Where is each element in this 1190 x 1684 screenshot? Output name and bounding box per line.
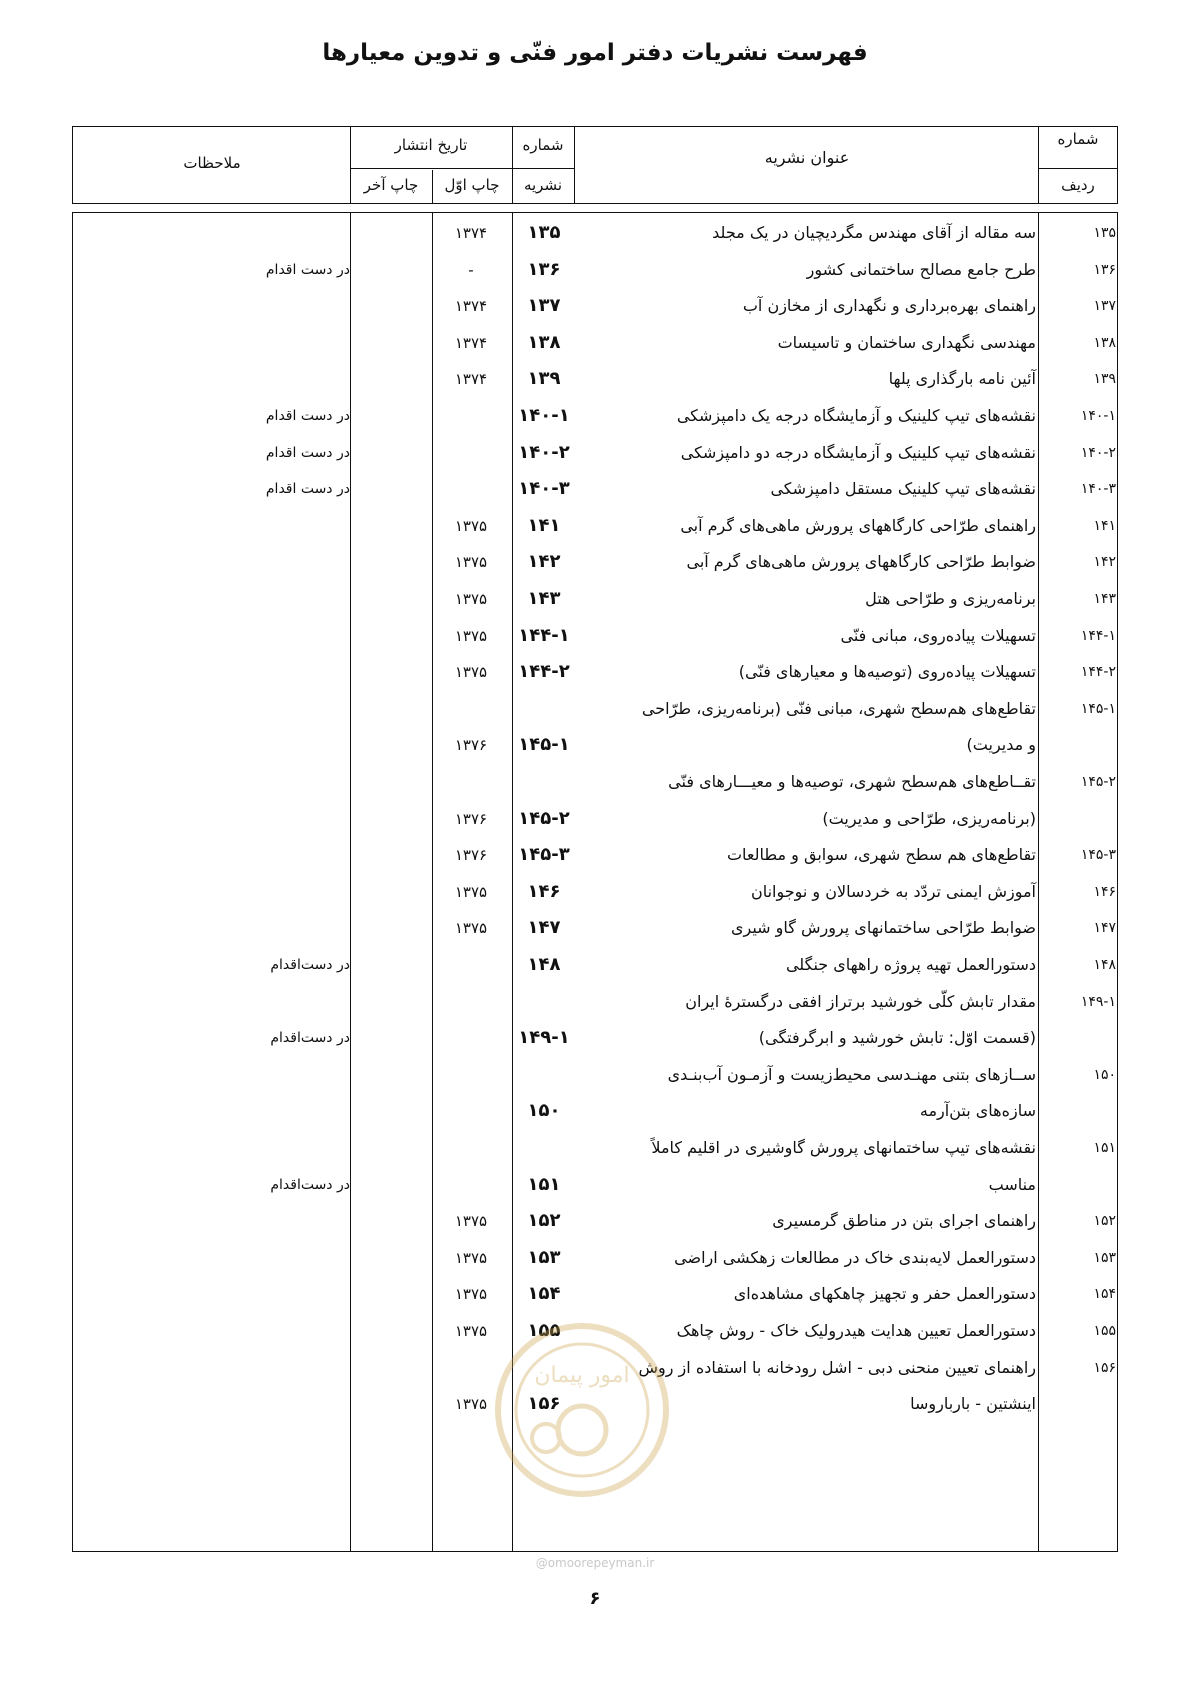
row-radif: ۱۳۹ — [1093, 371, 1116, 388]
row-title: دستورالعمل تهیه پروژه راههای جنگلی — [785, 955, 1036, 974]
row-radif: ۱۴۶ — [1093, 883, 1116, 900]
row-radif — [1040, 1094, 1116, 1128]
table-row — [0, 985, 1190, 1019]
table-row — [0, 1021, 1190, 1055]
row-radif: ۱۴۷ — [1093, 920, 1116, 937]
row-notes — [200, 838, 350, 872]
row-publication-number: ۱۳۸ — [527, 331, 561, 353]
table-row — [0, 728, 1190, 762]
row-notes — [200, 1094, 350, 1128]
table-row — [0, 838, 1190, 872]
row-first-print-year — [432, 399, 510, 433]
row-publication-number: ۱۴۵-۱ — [518, 734, 570, 756]
row-first-print-year — [432, 985, 510, 1019]
row-publication-number — [514, 985, 574, 1019]
row-radif: ۱۴۹-۱ — [1080, 993, 1116, 1010]
row-radif: ۱۳۷ — [1093, 298, 1116, 315]
row-publication-number: ۱۴۱ — [527, 514, 561, 536]
row-title: سازه‌های بتن‌آرمه — [919, 1101, 1036, 1121]
row-title: راهنمای اجرای بتن در مناطق گرمسیری — [772, 1211, 1036, 1231]
row-radif: ۱۴۱ — [1093, 517, 1116, 534]
row-publication-number: ۱۵۶ — [527, 1393, 561, 1415]
header-divider — [574, 126, 575, 204]
header-first-print: چاپ اوّل — [444, 176, 500, 194]
row-publication-number: ۱۴۰-۱ — [518, 405, 570, 426]
table-row — [0, 326, 1190, 360]
row-title: تسهیلات پیاده‌روی (توصیه‌ها و معیارهای فنّی) — [738, 662, 1036, 682]
row-radif: ۱۵۵ — [1093, 1323, 1116, 1339]
row-first-print-year: ۱۳۷۵ — [454, 553, 488, 572]
table-row — [0, 692, 1190, 726]
row-title: نقشه‌های تیپ کلینیک مستقل دامپزشکی — [770, 479, 1036, 499]
row-radif: ۱۵۲ — [1093, 1213, 1116, 1230]
row-first-print-year: ۱۳۷۴ — [454, 333, 488, 352]
row-notes: در دست‌اقدام — [270, 1030, 350, 1047]
row-notes — [200, 692, 350, 726]
header-divider — [350, 168, 574, 169]
row-publication-number: ۱۵۴ — [527, 1283, 561, 1305]
table-row — [0, 1094, 1190, 1128]
table-row — [0, 802, 1190, 836]
row-publication-number: ۱۵۲ — [527, 1210, 561, 1232]
table-row — [0, 1058, 1190, 1092]
row-title: راهنمای تعیین منحنی دبی - اشل رودخانه با استفاده از روش — [638, 1357, 1036, 1377]
row-notes: در دست‌اقدام — [270, 1176, 350, 1193]
row-first-print-year — [432, 436, 510, 470]
row-publication-number: ۱۴۷ — [527, 917, 561, 939]
row-first-print-year: ۱۳۷۵ — [454, 1395, 488, 1414]
row-publication-number: ۱۴۲ — [527, 551, 561, 573]
row-notes — [200, 728, 350, 762]
row-title: نقشه‌های تیپ ساختمانهای پرورش گاوشیری در اقلیم کاملاً — [651, 1138, 1036, 1157]
row-title: ضوابط طرّاحی ساختمانهای پرورش گاو شیری — [730, 918, 1036, 938]
row-radif: ۱۵۴ — [1093, 1286, 1116, 1303]
row-first-print-year: ۱۳۷۵ — [454, 1212, 488, 1231]
page-number: ۶ — [589, 1588, 601, 1609]
table-row — [0, 582, 1190, 616]
table-row — [0, 472, 1190, 506]
row-notes — [200, 1204, 350, 1238]
table-row — [0, 399, 1190, 433]
watermark: @omoorepeyman.ir — [535, 1556, 655, 1570]
row-title: دستورالعمل تعیین هدایت هیدرولیک خاک - روش چاهک — [676, 1321, 1036, 1340]
table-row — [0, 1131, 1190, 1165]
row-notes — [200, 326, 350, 360]
row-title: (برنامه‌ریزی، طرّاحی و مدیریت) — [822, 808, 1036, 828]
row-first-print-year: ۱۳۷۵ — [454, 626, 488, 645]
row-title: سه مقاله از آقای مهندس مگردیچیان در یک مجلد — [712, 223, 1036, 242]
row-first-print-year: ۱۳۷۴ — [454, 224, 488, 242]
row-first-print-year: ۱۳۷۵ — [454, 663, 488, 682]
row-radif: ۱۴۲ — [1093, 554, 1116, 571]
row-first-print-year — [432, 1058, 510, 1092]
row-notes — [200, 362, 350, 396]
table-row — [0, 619, 1190, 653]
row-notes — [200, 1131, 350, 1165]
row-notes — [200, 765, 350, 799]
header-last-print: چاپ آخر — [363, 176, 419, 194]
table-row — [0, 911, 1190, 945]
header-number-top: شماره — [522, 136, 564, 154]
row-title: نقشه‌های تیپ کلینیک و آزمایشگاه درجه یک دامپزشکی — [676, 406, 1036, 425]
row-notes — [200, 216, 350, 250]
row-first-print-year: ۱۳۷۴ — [454, 297, 488, 316]
row-first-print-year: - — [468, 260, 474, 279]
row-title: تسهیلات پیاده‌روی، مبانی فنّی — [840, 625, 1036, 645]
row-first-print-year: ۱۳۷۶ — [454, 809, 488, 828]
row-publication-number: ۱۳۹ — [527, 368, 561, 390]
row-radif: ۱۳۸ — [1093, 334, 1116, 351]
header-divider — [1038, 126, 1039, 204]
row-title: و مدیریت) — [966, 735, 1036, 755]
row-radif: ۱۵۱ — [1093, 1140, 1116, 1156]
row-first-print-year: ۱۳۷۵ — [454, 1285, 488, 1304]
row-first-print-year: ۱۳۷۵ — [454, 1322, 488, 1340]
row-notes — [200, 509, 350, 543]
row-first-print-year — [432, 948, 510, 982]
row-title: دستورالعمل حفر و تجهیز چاهکهای مشاهده‌ای — [733, 1284, 1036, 1304]
table-row — [0, 509, 1190, 543]
row-title: مقدار تابش کلّی خورشید برتراز افقی درگسترهٔ ایران — [685, 991, 1036, 1011]
row-title: آئین نامه بارگذاری پلها — [888, 369, 1036, 389]
table-row — [0, 1204, 1190, 1238]
table-row — [0, 765, 1190, 799]
row-radif — [1040, 1021, 1116, 1055]
row-title: ســازهای بتنی مهنـدسی محیط‌زیست و آزمـون آب‌بنـدی — [667, 1064, 1036, 1084]
row-publication-number: ۱۵۵ — [527, 1320, 561, 1341]
table-row — [0, 948, 1190, 982]
header-date-group: تاریخ انتشار — [394, 136, 468, 154]
row-radif: ۱۳۵ — [1093, 225, 1116, 241]
row-notes: در دست اقدام — [265, 444, 350, 461]
row-first-print-year — [432, 692, 510, 726]
row-publication-number: ۱۴۴-۲ — [518, 661, 570, 683]
row-radif: ۱۴۰-۳ — [1080, 481, 1116, 498]
document-title: فهرست نشریات دفتر امور فنّی و تدوین معیارها — [322, 40, 868, 66]
row-title: تقاطع‌های هم‌سطح شهری، مبانی فنّی (برنامه‌ریزی، طرّاحی — [641, 698, 1036, 718]
row-title: راهنمای بهره‌برداری و نگهداری از مخازن آب — [742, 296, 1036, 316]
table-row — [0, 655, 1190, 689]
row-radif: ۱۴۳ — [1093, 591, 1116, 607]
row-first-print-year — [432, 765, 510, 799]
row-first-print-year: ۱۳۷۴ — [454, 370, 488, 389]
table-row — [0, 1168, 1190, 1202]
row-first-print-year: ۱۳۷۵ — [454, 882, 488, 901]
row-publication-number: ۱۳۷ — [527, 295, 561, 317]
row-publication-number: ۱۳۵ — [527, 222, 561, 243]
row-notes — [200, 1277, 350, 1311]
row-notes: در دست‌اقدام — [270, 957, 350, 973]
row-title: آموزش ایمنی تردّد به خردسالان و نوجوانان — [750, 881, 1036, 901]
row-notes — [200, 1351, 350, 1385]
table-row — [0, 545, 1190, 579]
row-notes: در دست اقدام — [265, 408, 350, 424]
row-radif: ۱۵۳ — [1093, 1249, 1116, 1266]
row-notes — [200, 802, 350, 836]
row-publication-number: ۱۴۵-۲ — [518, 807, 570, 829]
row-notes — [200, 619, 350, 653]
header-number-bottom: نشریه — [523, 176, 563, 194]
row-first-print-year — [432, 1131, 510, 1165]
svg-text:امور پیمان: امور پیمان — [534, 1363, 630, 1388]
row-publication-number: ۱۴۶ — [527, 880, 561, 902]
stamp-seal — [492, 1320, 672, 1500]
row-first-print-year: ۱۳۷۵ — [454, 516, 488, 535]
row-first-print-year: ۱۳۷۵ — [454, 919, 488, 938]
row-first-print-year — [432, 472, 510, 506]
header-radif-bottom: ردیف — [1061, 176, 1095, 194]
row-radif: ۱۴۴-۱ — [1080, 627, 1116, 644]
row-title: اینشتین - باربار‌وسا — [910, 1394, 1036, 1414]
row-publication-number: ۱۵۳ — [527, 1246, 561, 1268]
header-divider — [1038, 168, 1118, 169]
row-notes — [200, 545, 350, 579]
row-notes — [200, 985, 350, 1019]
row-first-print-year — [432, 1021, 510, 1055]
table-row — [0, 289, 1190, 323]
row-radif: ۱۴۵-۱ — [1080, 700, 1116, 717]
row-notes: در دست اقدام — [265, 261, 350, 278]
row-publication-number — [514, 1058, 574, 1092]
row-notes — [200, 1387, 350, 1421]
row-notes — [200, 875, 350, 909]
row-publication-number: ۱۴۸ — [527, 954, 561, 975]
row-publication-number: ۱۵۱ — [527, 1173, 561, 1195]
row-title: راهنمای طرّاحی کارگاههای پرورش ماهی‌های گرم آبی — [680, 515, 1036, 535]
row-notes — [200, 911, 350, 945]
row-notes — [200, 1058, 350, 1092]
row-first-print-year — [432, 1094, 510, 1128]
row-radif: ۱۴۴-۲ — [1080, 664, 1116, 681]
table-row — [0, 875, 1190, 909]
row-publication-number: ۱۴۳ — [527, 588, 561, 609]
row-radif: ۱۴۰-۲ — [1080, 444, 1116, 461]
row-publication-number: ۱۵۰ — [527, 1100, 561, 1122]
row-title: مهندسی نگهداری ساختمان و تاسیسات — [777, 332, 1036, 352]
row-title: تقــاطع‌های هم‌سطح شهری، توصیه‌ها و معیـــارهای فنّی — [668, 772, 1036, 791]
row-publication-number: ۱۴۹-۱ — [518, 1027, 570, 1049]
row-title: برنامه‌ریزی و طرّاحی هتل — [865, 589, 1036, 608]
row-radif: ۱۵۶ — [1093, 1359, 1116, 1376]
header-radif-top: شماره — [1057, 130, 1099, 148]
row-first-print-year: ۱۳۷۵ — [454, 590, 488, 608]
row-first-print-year — [432, 1168, 510, 1202]
row-notes: در دست اقدام — [265, 481, 350, 498]
row-radif — [1040, 1387, 1116, 1421]
row-publication-number: ۱۴۰-۳ — [518, 478, 570, 500]
row-radif: ۱۴۰-۱ — [1080, 408, 1116, 424]
row-title: نقشه‌های تیپ کلینیک و آزمایشگاه درجه دو دامپزشکی — [680, 442, 1036, 462]
table-row — [0, 253, 1190, 287]
header-notes: ملاحظات — [183, 154, 241, 172]
row-radif: ۱۳۶ — [1093, 261, 1116, 278]
row-title: طرح جامع مصالح ساختمانی کشور — [806, 259, 1036, 279]
row-publication-number: ۱۳۶ — [527, 258, 561, 280]
row-notes — [200, 289, 350, 323]
row-publication-number: ۱۴۴-۱ — [518, 624, 570, 646]
row-title: ضوابط طرّاحی کارگاههای پرورش ماهی‌های گرم آبی — [686, 552, 1036, 572]
table-row — [0, 1277, 1190, 1311]
row-radif — [1040, 728, 1116, 762]
row-radif: ۱۵۰ — [1093, 1066, 1116, 1083]
row-notes — [200, 655, 350, 689]
row-title: تقاطع‌های هم سطح شهری، سوابق و مطالعات — [726, 845, 1036, 865]
row-notes — [200, 1241, 350, 1275]
row-publication-number — [514, 765, 574, 799]
row-first-print-year: ۱۳۷۶ — [454, 846, 488, 865]
row-radif: ۱۴۸ — [1093, 957, 1116, 973]
row-publication-number — [514, 1131, 574, 1165]
row-radif: ۱۴۵-۲ — [1080, 774, 1116, 790]
header-title: عنوان نشریه — [764, 148, 850, 167]
table-row — [0, 216, 1190, 250]
row-notes — [200, 1314, 350, 1348]
table-row — [0, 1241, 1190, 1275]
table-row — [0, 362, 1190, 396]
row-notes — [200, 582, 350, 616]
row-publication-number — [514, 692, 574, 726]
row-first-print-year: ۱۳۷۶ — [454, 736, 488, 755]
row-first-print-year: ۱۳۷۵ — [454, 1248, 488, 1267]
table-row — [0, 436, 1190, 470]
row-title: (قسمت اوّل: تابش خورشید و ابرگرفتگی) — [758, 1028, 1036, 1048]
row-radif: ۱۴۵-۳ — [1080, 847, 1116, 864]
row-publication-number: ۱۴۵-۳ — [518, 844, 570, 866]
row-radif — [1040, 1168, 1116, 1202]
row-title: مناسب — [988, 1174, 1036, 1194]
row-title: دستورالعمل لایه‌بندی خاک در مطالعات زهکشی اراضی — [674, 1247, 1036, 1267]
row-publication-number: ۱۴۰-۲ — [518, 441, 570, 463]
row-radif — [1040, 802, 1116, 836]
